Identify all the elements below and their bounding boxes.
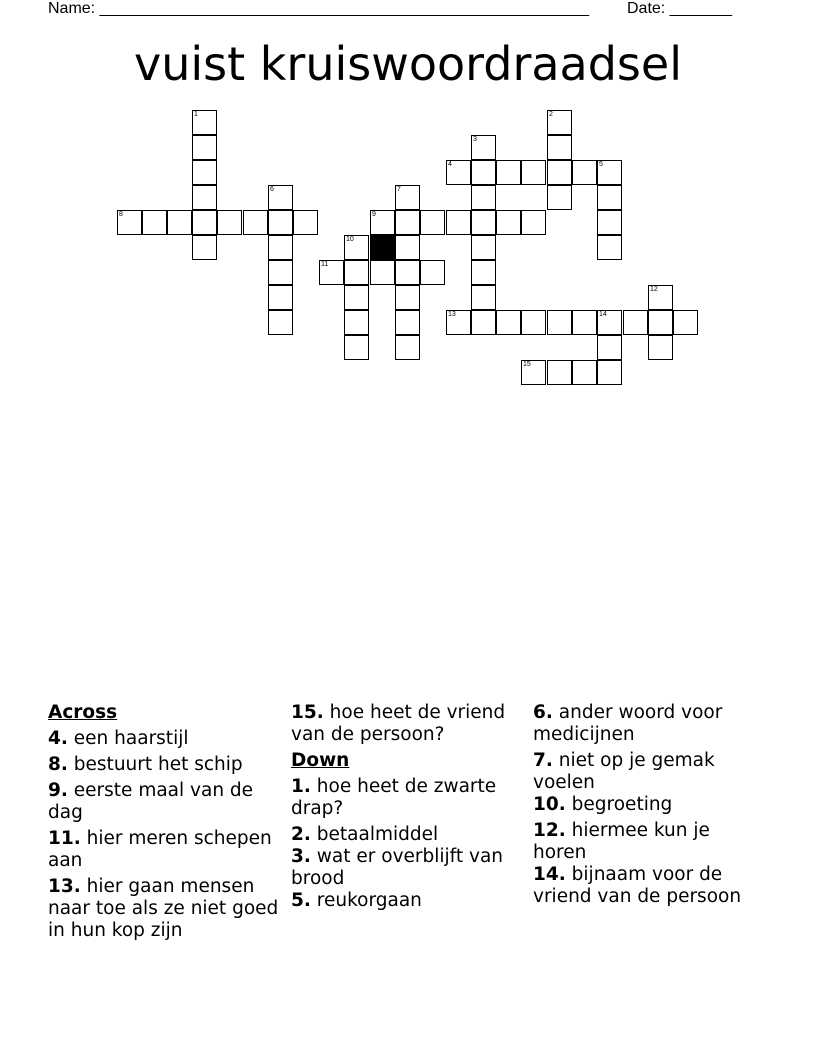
- grid-cell[interactable]: [420, 210, 445, 235]
- clue-number: 9.: [48, 780, 68, 801]
- grid-cell[interactable]: [268, 210, 293, 235]
- clue-number: 15.: [291, 702, 324, 723]
- clue-across-13: [48, 876, 284, 942]
- clue-text: ander woord voor medicijnen: [533, 702, 723, 745]
- grid-cell[interactable]: [648, 335, 673, 360]
- cell-number: 9: [372, 211, 376, 218]
- grid-cell[interactable]: [471, 285, 496, 310]
- grid-cell[interactable]: [648, 285, 673, 310]
- grid-cell[interactable]: [446, 310, 471, 335]
- clue-text: bestuurt het schip: [73, 754, 243, 775]
- cell-number: 6: [270, 186, 274, 193]
- grid-cell[interactable]: [167, 210, 192, 235]
- cell-number: 14: [599, 311, 607, 318]
- crossword-grid: [0, 0, 816, 400]
- grid-cell[interactable]: [471, 185, 496, 210]
- grid-cell[interactable]: [395, 285, 420, 310]
- grid-cell[interactable]: [243, 210, 268, 235]
- cell-number: 2: [549, 111, 553, 118]
- grid-cell[interactable]: [597, 360, 622, 385]
- grid-cell[interactable]: [268, 285, 293, 310]
- clue-across-15: [291, 702, 527, 746]
- grid-cell[interactable]: [471, 135, 496, 160]
- cell-number: 11: [321, 261, 329, 268]
- grid-cell[interactable]: [597, 210, 622, 235]
- grid-cell[interactable]: [547, 160, 572, 185]
- grid-cell[interactable]: [117, 210, 142, 235]
- clue-down-3: [291, 846, 527, 890]
- grid-cell[interactable]: [344, 260, 369, 285]
- clue-across-9: [48, 780, 284, 824]
- grid-cell[interactable]: [471, 235, 496, 260]
- grid-cell[interactable]: [648, 310, 673, 335]
- clue-number: 7.: [533, 750, 553, 771]
- clue-number: 12.: [533, 820, 566, 841]
- cell-number: 5: [599, 161, 603, 168]
- clue-down-12: [533, 820, 769, 864]
- grid-cell[interactable]: [547, 310, 572, 335]
- clue-number: 4.: [48, 728, 68, 749]
- cell-number: 4: [448, 161, 452, 168]
- cell-number: 3: [473, 136, 477, 143]
- clue-text: eerste maal van de dag: [48, 780, 254, 823]
- grid-cell[interactable]: [673, 310, 698, 335]
- grid-cell[interactable]: [547, 135, 572, 160]
- clue-number: 3.: [291, 846, 311, 867]
- grid-cell[interactable]: [293, 210, 318, 235]
- grid-cell[interactable]: [192, 210, 217, 235]
- grid-cell[interactable]: [547, 110, 572, 135]
- grid-cell[interactable]: [471, 260, 496, 285]
- grid-cell[interactable]: [192, 235, 217, 260]
- grid-cell[interactable]: [319, 260, 344, 285]
- clue-down-6: [533, 702, 769, 746]
- cell-number: 7: [397, 186, 401, 193]
- grid-cell[interactable]: [268, 235, 293, 260]
- clue-text: niet op je gemak voelen: [533, 750, 715, 793]
- grid-cell[interactable]: [370, 210, 395, 235]
- clue-column-2: [291, 702, 527, 916]
- cell-number: 15: [523, 361, 531, 368]
- page-title: vuist kruiswoordraadsel: [134, 37, 682, 91]
- date-field: Date: _______: [627, 0, 732, 17]
- clue-down-5: [291, 890, 527, 912]
- grid-cell[interactable]: [268, 310, 293, 335]
- grid-cell[interactable]: [192, 135, 217, 160]
- grid-cell[interactable]: [395, 185, 420, 210]
- clue-text: hoe heet de zwarte drap?: [291, 776, 497, 819]
- clue-across-4: [48, 728, 284, 750]
- clue-down-1: [291, 776, 527, 820]
- clue-text: hier gaan mensen naar toe als ze niet goed in hun kop zijn: [48, 876, 279, 941]
- grid-cell[interactable]: [547, 360, 572, 385]
- grid-cell[interactable]: [370, 260, 395, 285]
- clue-across-11: [48, 828, 284, 872]
- grid-cell[interactable]: [597, 235, 622, 260]
- name-field: Name: _______________________________________________________: [48, 0, 589, 17]
- grid-cell[interactable]: [496, 160, 521, 185]
- cell-number: 8: [119, 211, 123, 218]
- cell-number: 10: [346, 236, 354, 243]
- grid-cell[interactable]: [446, 210, 471, 235]
- grid-cell[interactable]: [496, 210, 521, 235]
- grid-cell[interactable]: [344, 235, 369, 260]
- grid-cell[interactable]: [623, 310, 648, 335]
- grid-cell[interactable]: [446, 160, 471, 185]
- grid-cell[interactable]: [344, 310, 369, 335]
- clue-column-3: [533, 702, 769, 912]
- clue-text: hoe heet de vriend van de persoon?: [291, 702, 506, 745]
- clue-text: wat er overblijft van brood: [291, 846, 504, 889]
- grid-cell[interactable]: [344, 285, 369, 310]
- clue-across-8: [48, 754, 284, 776]
- clue-number: 6.: [533, 702, 553, 723]
- grid-cell[interactable]: [395, 235, 420, 260]
- clue-number: 2.: [291, 824, 311, 845]
- grid-cell[interactable]: [217, 210, 242, 235]
- grid-cell[interactable]: [597, 310, 622, 335]
- clue-text: begroeting: [571, 794, 673, 815]
- grid-cell[interactable]: [192, 160, 217, 185]
- grid-cell[interactable]: [192, 110, 217, 135]
- down-heading: Down: [291, 750, 350, 771]
- clue-text: een haarstijl: [73, 728, 189, 749]
- grid-cell[interactable]: [395, 310, 420, 335]
- grid-cell[interactable]: [521, 210, 546, 235]
- grid-cell[interactable]: [572, 310, 597, 335]
- grid-cell[interactable]: [268, 185, 293, 210]
- clue-down-14: [533, 864, 769, 908]
- grid-cell[interactable]: [471, 310, 496, 335]
- grid-cell[interactable]: [395, 335, 420, 360]
- grid-cell[interactable]: [471, 210, 496, 235]
- grid-cell[interactable]: [471, 160, 496, 185]
- grid-cell[interactable]: [521, 360, 546, 385]
- grid-cell[interactable]: [572, 360, 597, 385]
- across-heading: Across: [48, 702, 118, 723]
- clue-number: 11.: [48, 828, 81, 849]
- black-cell: [370, 235, 395, 260]
- clue-text: hiermee kun je horen: [533, 820, 710, 863]
- grid-cell[interactable]: [597, 160, 622, 185]
- grid-cell[interactable]: [521, 160, 546, 185]
- grid-cell[interactable]: [268, 260, 293, 285]
- clue-down-10: [533, 794, 769, 816]
- clue-number: 13.: [48, 876, 81, 897]
- cell-number: 1: [194, 111, 198, 118]
- cell-number: 12: [650, 286, 658, 293]
- grid-cell[interactable]: [597, 335, 622, 360]
- grid-cell[interactable]: [597, 185, 622, 210]
- clue-text: hier meren schepen aan: [48, 828, 272, 871]
- grid-cell[interactable]: [572, 160, 597, 185]
- clue-number: 8.: [48, 754, 68, 775]
- grid-cell[interactable]: [547, 185, 572, 210]
- cell-number: 13: [448, 311, 456, 318]
- clue-down-7: [533, 750, 769, 794]
- clue-number: 1.: [291, 776, 311, 797]
- clue-number: 5.: [291, 890, 311, 911]
- grid-cell[interactable]: [496, 310, 521, 335]
- grid-cell[interactable]: [344, 335, 369, 360]
- clue-text: betaalmiddel: [316, 824, 439, 845]
- clue-number: 14.: [533, 864, 566, 885]
- grid-cell[interactable]: [395, 260, 420, 285]
- grid-cell[interactable]: [420, 260, 445, 285]
- grid-cell[interactable]: [192, 185, 217, 210]
- grid-cell[interactable]: [142, 210, 167, 235]
- grid-cell[interactable]: [395, 210, 420, 235]
- clue-down-2: [291, 824, 527, 846]
- clue-number: 10.: [533, 794, 566, 815]
- clue-text: reukorgaan: [316, 890, 422, 911]
- clue-text: bijnaam voor de vriend van de persoon: [533, 864, 742, 907]
- grid-cell[interactable]: [521, 310, 546, 335]
- clue-column-1: [48, 702, 284, 946]
